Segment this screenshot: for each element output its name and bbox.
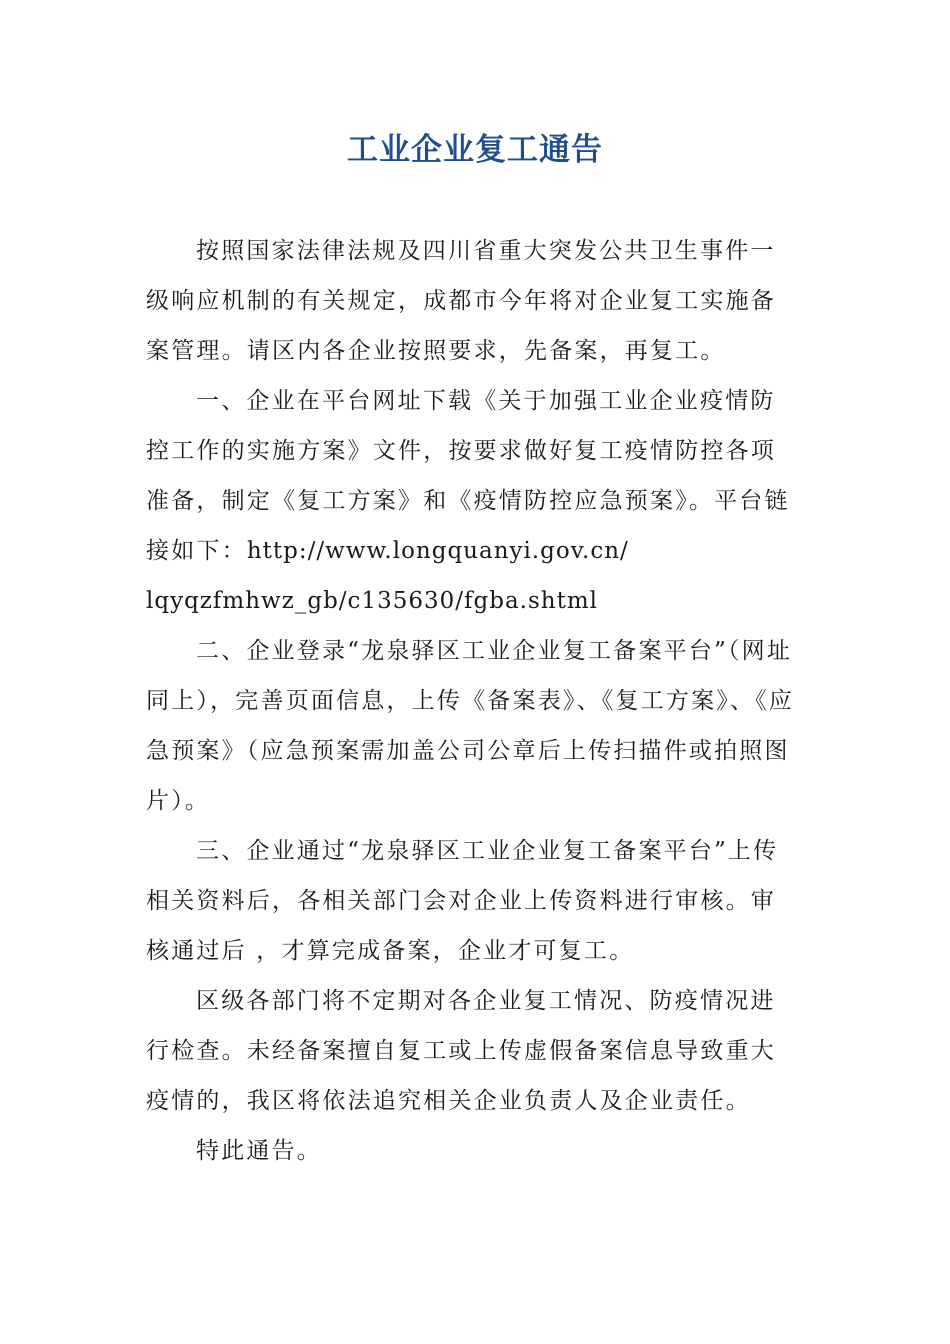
paragraph-step-one <box>146 376 796 626</box>
paragraph-intro: 按照国家法律法规及四川省重大突发公共卫生事件一级响应机制的有关规定，成都市今年将对企业复工实施备案管理。请区内各企业按照要求，先备案，再复工。 <box>146 238 776 364</box>
platform-link-part1[interactable]: http://www.longquanyi.gov.cn/ <box>246 538 629 564</box>
paragraph-closing: 特此通告。 <box>196 1138 322 1164</box>
platform-link-part2[interactable]: lqyqzfmhwz_gb/c135630/fgba.shtml <box>146 588 598 614</box>
step-one-text: 一、企业在平台网址下载《关于加强工业企业疫情防控工作的实施方案》文件，按要求做好复工疫情防控各项准备，制定《复工方案》和《疫情防控应急预案》。平台链接如下： <box>146 388 790 564</box>
paragraph-inspection: 区级各部门将不定期对各企业复工情况、防疫情况进行检查。未经备案擅自复工或上传虚假备案信息导致重大疫情的，我区将依法追究相关企业负责人及企业责任。 <box>146 988 776 1114</box>
paragraph-step-two: 二、企业登录“龙泉驿区工业企业复工备案平台”（网址同上），完善页面信息，上传《备案表》、《复工方案》、《应急预案》（应急预案需加盖公司公章后上传扫描件或拍照图片）。 <box>146 638 795 814</box>
document-body <box>146 226 796 1176</box>
document-title: 工业企业复工通告 <box>347 132 603 168</box>
paragraph-step-three: 三、企业通过“龙泉驿区工业企业复工备案平台”上传相关资料后，各相关部门会对企业上传资料进行审核。审核通过后 ，才算完成备案，企业才可复工。 <box>146 838 779 964</box>
